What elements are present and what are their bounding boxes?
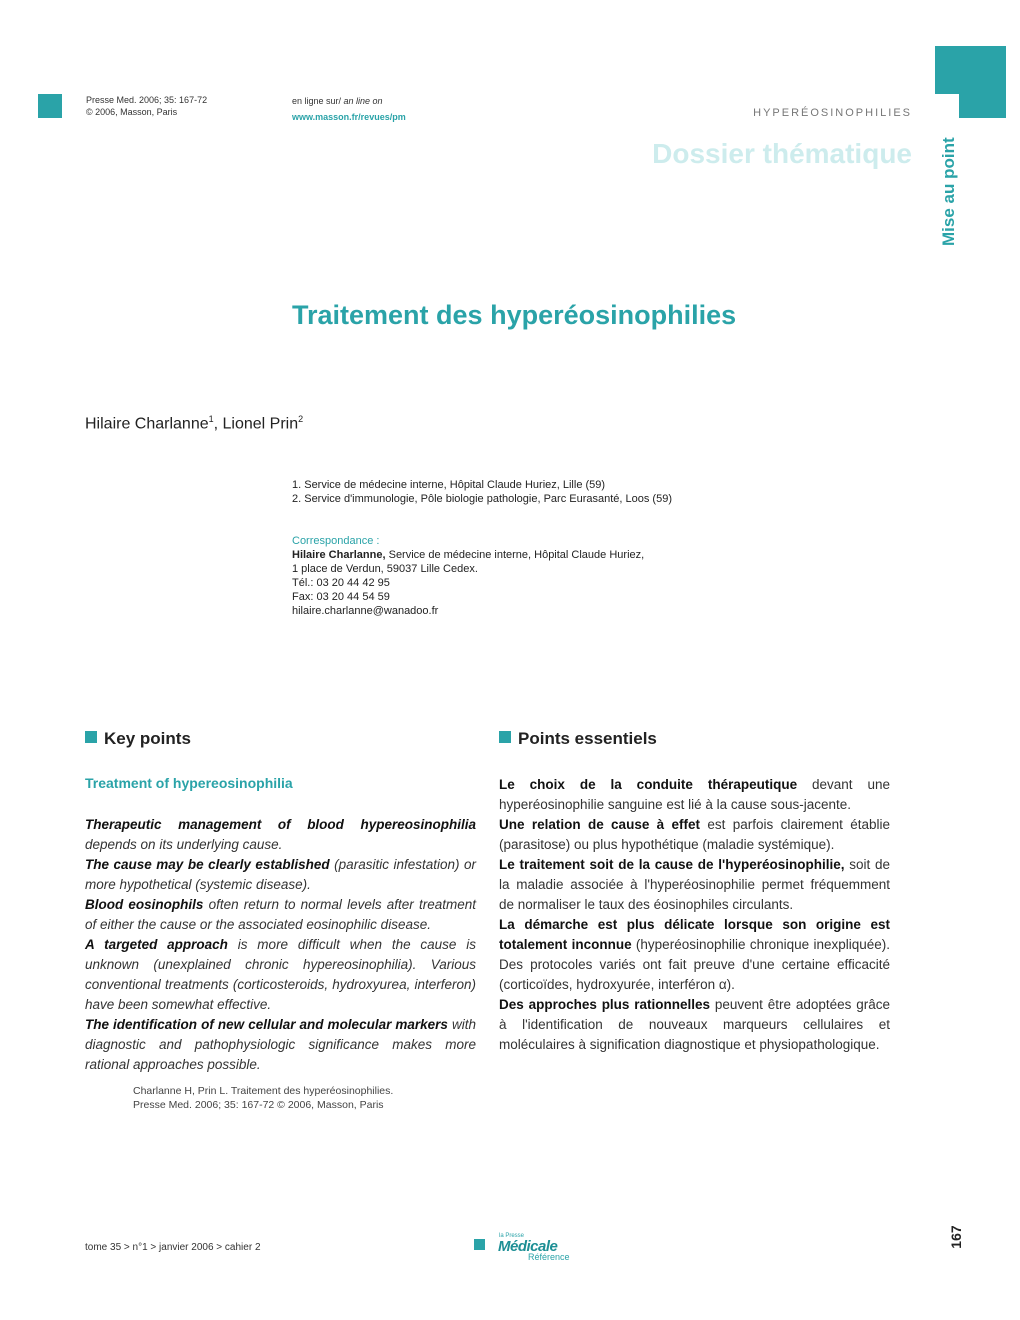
header-square-mark (38, 94, 62, 118)
online-info (292, 95, 406, 123)
key-point-text: depends on its underlying cause. (85, 837, 283, 852)
copyright-line: © 2006, Masson, Paris (86, 107, 178, 117)
key-point-paragraph (85, 855, 476, 895)
key-point-paragraph (85, 935, 476, 1015)
logo-top-text: la Presse (499, 1233, 525, 1239)
correspondence-tel: Tél.: 03 20 44 42 95 (292, 577, 390, 589)
point-essentiel-text: est parfois clairement établie (parasitose) ou plus hypothétique (maladie systémique). (499, 817, 890, 852)
point-essentiel-text: soit de la maladie associée à l'hyperéosinophilie permet fréquemment de normaliser le taux des éosinophiles circulants. (499, 857, 890, 912)
issue-info: tome 35 > n°1 > janvier 2006 > cahier 2 (85, 1242, 261, 1253)
correspondence-fax: Fax: 03 20 44 54 59 (292, 591, 390, 603)
online-label-en: an line on (343, 96, 383, 106)
key-point-text: (parasitic infestation) or more hypothetical (systemic disease). (85, 857, 477, 892)
key-points-heading (85, 729, 191, 749)
point-essentiel-bold: Le traitement soit de la cause de l'hyperéosinophilie, (499, 857, 845, 872)
online-label: en ligne sur/ (292, 96, 344, 106)
correspondence-address-2: 1 place de Verdun, 59037 Lille Cedex. (292, 563, 478, 575)
point-essentiel-bold: Une relation de cause à effet (499, 817, 701, 832)
key-point-bold: Blood eosinophils (85, 897, 204, 912)
author-1: Hilaire Charlanne (85, 415, 209, 433)
author-1-affiliation: 1 (208, 414, 214, 424)
page-number: 167 (948, 1225, 964, 1249)
correspondence-label: Correspondance : (292, 535, 380, 547)
affiliations (292, 478, 672, 506)
point-essentiel-text: peuvent être adoptées grâce à l'identification de nouveaux marqueurs cellulaires et moléculaires à signification diagnostique et physiopathologique. (499, 997, 890, 1052)
affiliation-2: 2. Service d'immunologie, Pôle biologie pathologie, Parc Eurasanté, Loos (59) (292, 493, 672, 505)
article-title: Traitement des hyperéosinophilies (292, 300, 737, 330)
bullet-square-icon (85, 731, 97, 743)
key-point-bold: Therapeutic management of blood hypereosinophilia (85, 817, 476, 832)
journal-url-link[interactable]: www.masson.fr/revues/pm (292, 112, 406, 122)
author-2-affiliation: 2 (298, 414, 304, 424)
journal-logo (474, 1233, 574, 1263)
key-point-text: with diagnostic and pathophysiologic significance makes more rational approaches possible. (85, 1017, 476, 1072)
citation-line-2: Presse Med. 2006; 35: 167-72 © 2006, Masson, Paris (133, 1099, 384, 1111)
side-tab-label: Mise au point (939, 137, 958, 246)
key-point-bold: The cause may be clearly established (85, 857, 330, 872)
points-essentiels-heading (499, 729, 657, 749)
point-essentiel-bold: La démarche est plus délicate lorsque son origine est totalement inconnue (499, 917, 890, 952)
section-label: HYPERÉOSINOPHILIES (753, 107, 912, 119)
points-essentiels-body (499, 775, 890, 1055)
point-essentiel-paragraph (499, 855, 890, 915)
author-separator: , (213, 415, 223, 433)
logo-sub-text: Référence (528, 1252, 570, 1262)
logo-square-icon (474, 1239, 485, 1250)
point-essentiel-paragraph (499, 995, 890, 1055)
author-list (85, 414, 303, 433)
correspondence-block (292, 534, 644, 618)
point-essentiel-text: devant une hyperéosinophilie sanguine est lié à la cause sous-jacente. (499, 777, 890, 812)
affiliation-1: 1. Service de médecine interne, Hôpital Claude Huriez, Lille (59) (292, 479, 606, 491)
points-essentiels-heading-text: Points essentiels (518, 729, 657, 748)
journal-reference (86, 94, 207, 118)
point-essentiel-bold: Des approches plus rationnelles (499, 997, 711, 1012)
side-tab-notch (935, 94, 959, 118)
point-essentiel-paragraph (499, 815, 890, 855)
key-point-bold: A targeted approach (85, 937, 228, 952)
key-points-heading-text: Key points (104, 729, 191, 748)
point-essentiel-paragraph (499, 775, 890, 815)
correspondence-name: Hilaire Charlanne, (292, 549, 386, 561)
key-point-text: is more difficult when the cause is unknown (unexplained chronic hypereosinophilia). Various conventional treatments (corticosteroids, hydroxyurea, interferon) have been somewhat effective. (85, 937, 476, 1012)
key-points-subtitle: Treatment of hypereosinophilia (85, 775, 293, 791)
key-point-paragraph (85, 1015, 476, 1075)
key-point-bold: The identification of new cellular and molecular markers (85, 1017, 448, 1032)
citation-line-1: Charlanne H, Prin L. Traitement des hyperéosinophilies. (133, 1085, 394, 1097)
key-point-paragraph (85, 815, 476, 855)
logo-main-text: Médicale (498, 1238, 558, 1255)
dossier-title: Dossier thématique (652, 138, 912, 169)
key-point-paragraph (85, 895, 476, 935)
key-points-body (85, 815, 476, 1075)
author-2: Lionel Prin (222, 415, 299, 433)
correspondence-address-1: Service de médecine interne, Hôpital Claude Huriez, (385, 549, 645, 561)
journal-ref-line: Presse Med. 2006; 35: 167-72 (86, 95, 208, 105)
point-essentiel-bold: Le choix de la conduite thérapeutique (499, 777, 798, 792)
citation-block (133, 1084, 393, 1112)
key-point-text: often return to normal levels after treatment of either the cause or the associated eosinophilic disease. (85, 897, 476, 932)
correspondence-email[interactable]: hilaire.charlanne@wanadoo.fr (292, 605, 439, 617)
point-essentiel-paragraph (499, 915, 890, 995)
bullet-square-icon (499, 731, 511, 743)
point-essentiel-text: (hyperéosinophilie chronique inexpliquée). Des protocoles variés ont fait preuve d'une certaine efficacité (corticoïdes, hydroxyurée, interféron α). (499, 937, 890, 992)
